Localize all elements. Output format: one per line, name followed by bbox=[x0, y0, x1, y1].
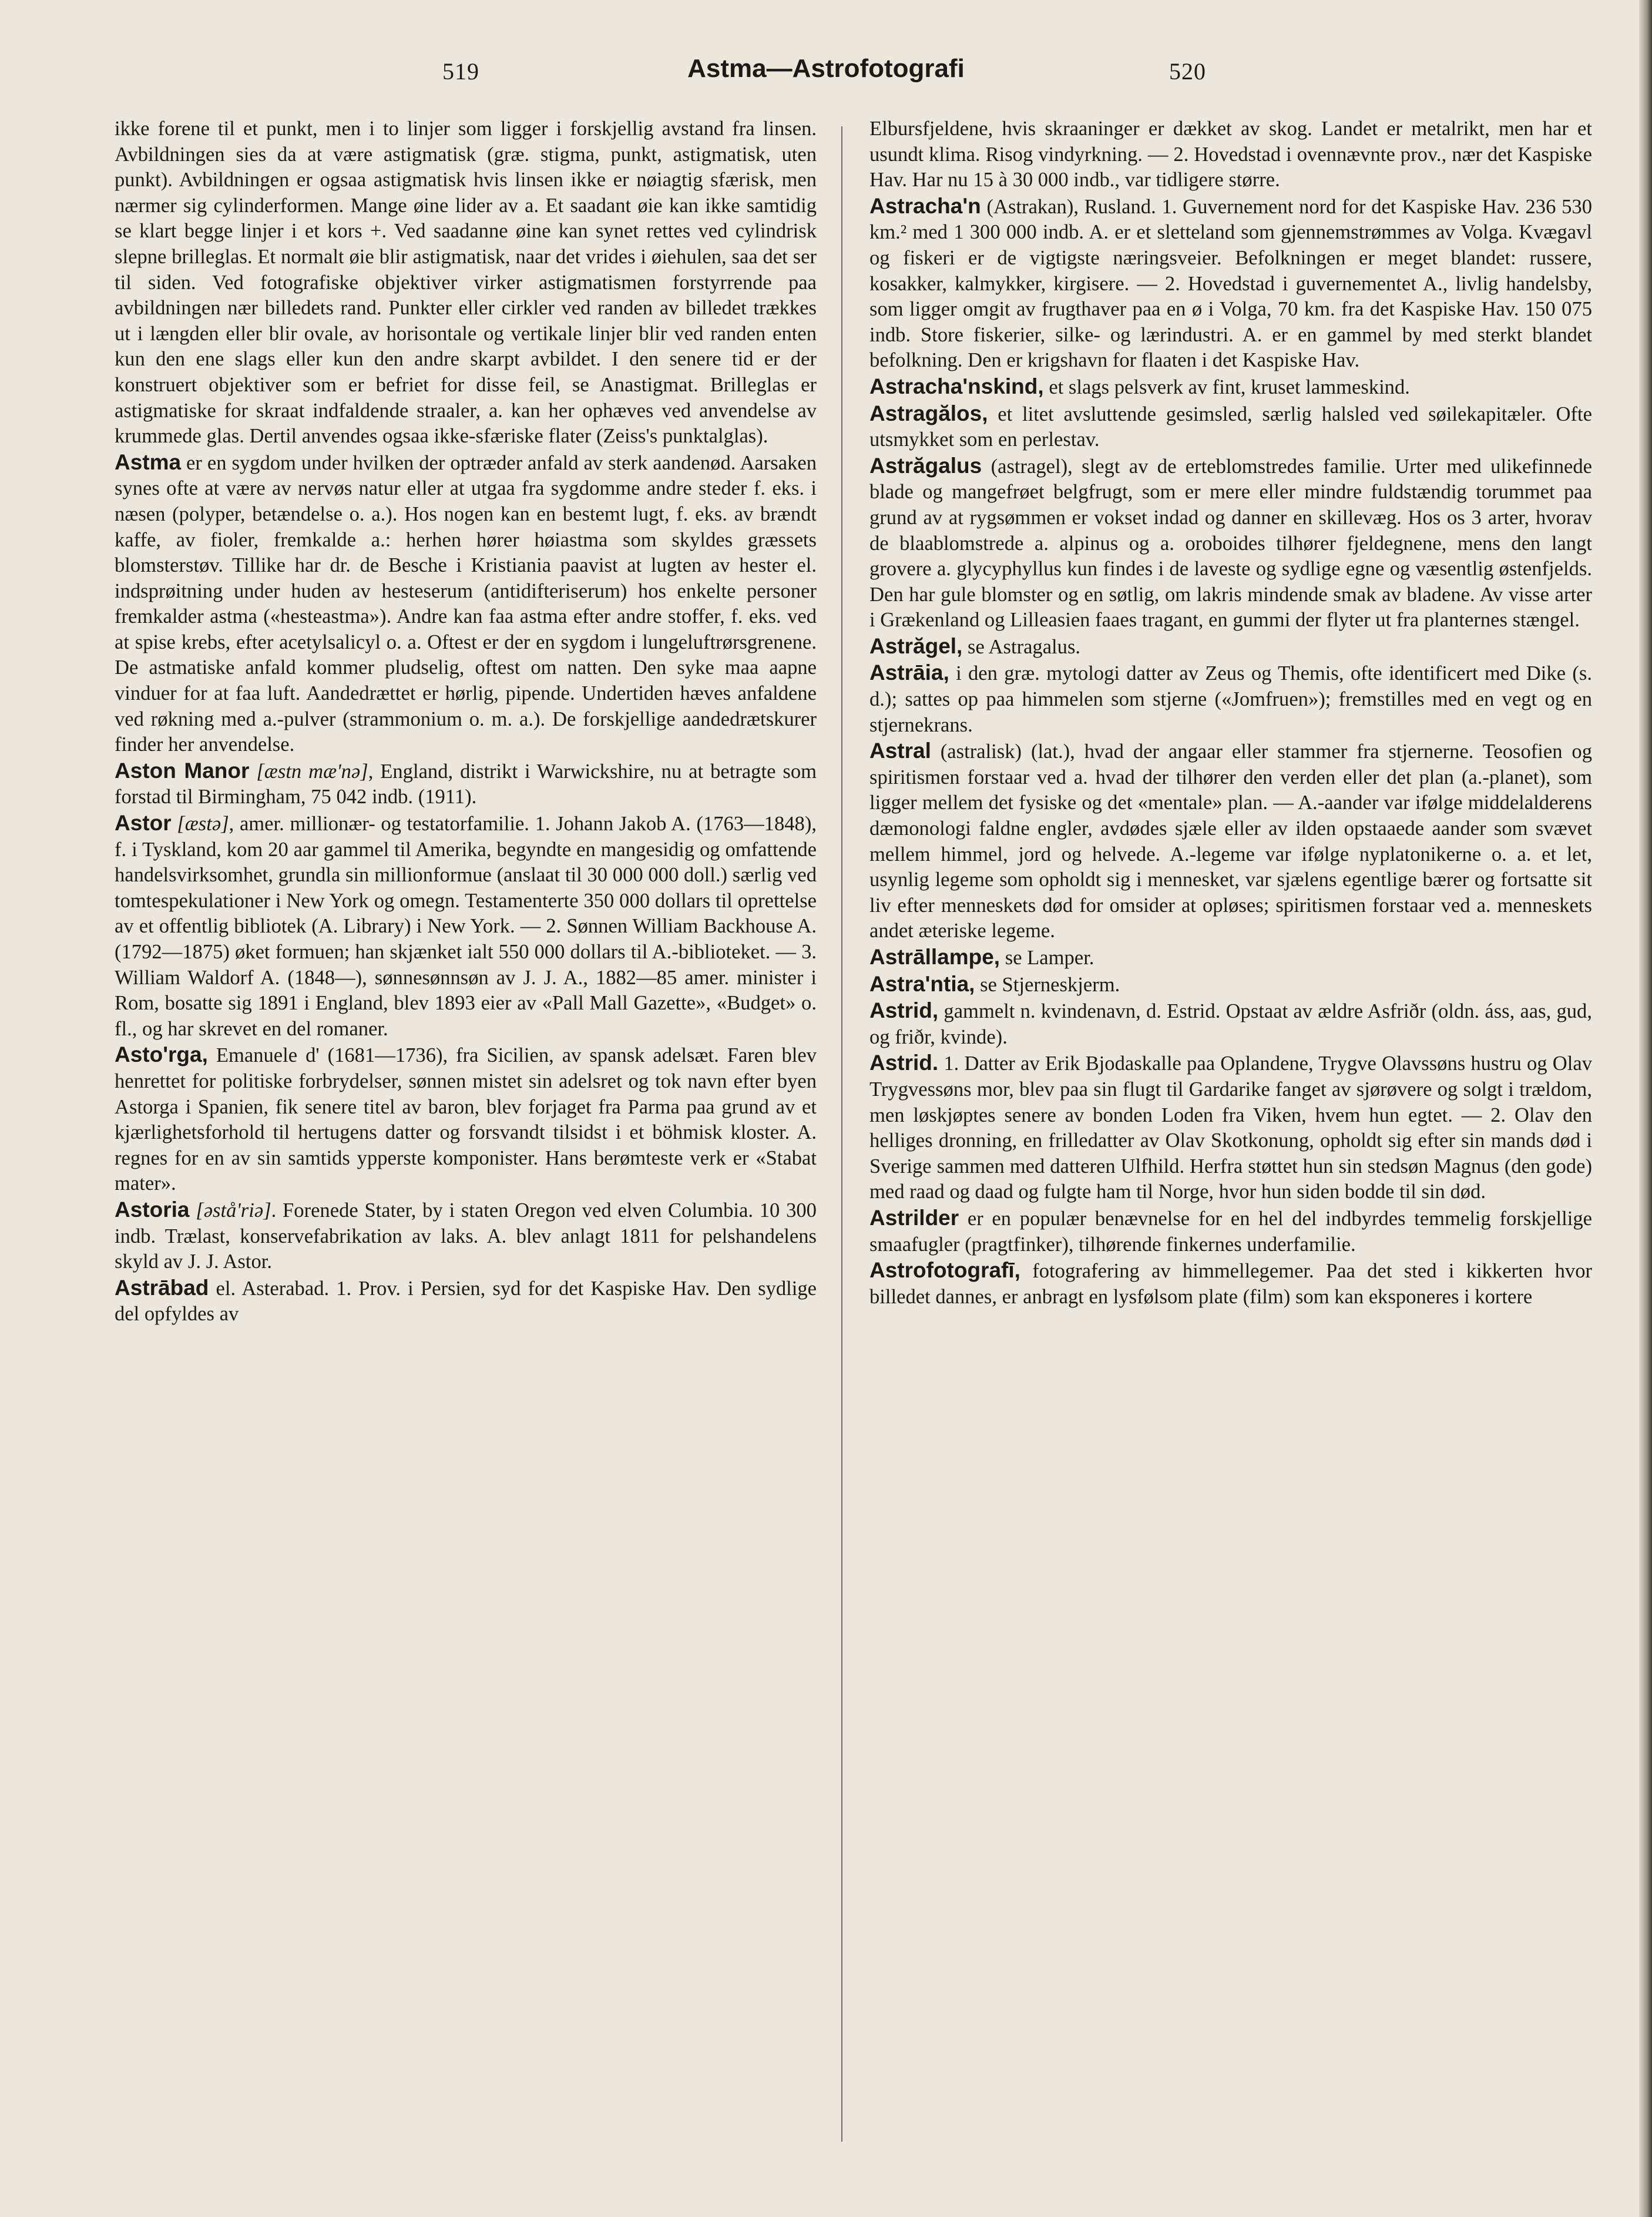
headword: Astral bbox=[869, 739, 931, 763]
entry-text: et litet avsluttende gesimsled, særlig halsled ved søilekapitæler. Ofte utsmykket som en perlestav. bbox=[869, 403, 1592, 451]
entry-text: (astragel), slegt av de erteblomstredes familie. Urter med ulikefinnede blade og mangefrøet belgfrugt, som er mere eller mindre fuldstændig torummet paa grund av at rygsømmen er vokset indad og danner en skillevæg. Hos os 3 arter, hvorav de blaablomstrede a. alpinus og a. oroboides tilhører fjeldegnene, mens den langt grovere a. glycyphyllus kun findes i de laveste og sydlige egne og væsentlig østenfjelds. Den har gule blomster og en søtlig, om lakris mindende smak av bladene. Av visse arter i Grækenland og Lilleasien faaes tragant, en gummi der flyter ut fra planternes stængel. bbox=[869, 455, 1592, 632]
headword: Astracha'nskind, bbox=[869, 374, 1044, 398]
entry-astragel bbox=[869, 633, 1592, 660]
headword: Astrid. bbox=[869, 1051, 939, 1075]
entry-astraia bbox=[869, 660, 1592, 738]
headword: Astra'ntia, bbox=[869, 971, 975, 996]
headword: Astoria bbox=[115, 1197, 190, 1222]
entry-astrantia bbox=[869, 971, 1592, 998]
headword: Astrāllampe, bbox=[869, 945, 1000, 969]
headword: Astrāia, bbox=[869, 660, 949, 685]
right-column bbox=[869, 116, 1592, 2173]
entry-astor bbox=[115, 810, 817, 1042]
entry-astrilder bbox=[869, 1205, 1592, 1257]
page-edge-shadow bbox=[1639, 0, 1652, 2217]
entry-astrachanskind bbox=[869, 374, 1592, 401]
entry-text: et slags pelsverk av fint, kruset lammeskind. bbox=[1043, 375, 1410, 398]
entry-text: , amer. millionær- og testatorfamilie. 1. Johann Jakob A. (1763—1848), f. i Tyskland, kom 20 aar gammel til Amerika, begyndte en mangesidig og omfattende handelsvirksomhet, grundla sin millionformue (anslaat til 30 000 000 doll.) særlig ved tomtespekulationer i New York og omegn. Testamenterte 350 000 dollars til oprettelse av et offentlig bibliotek (A. Library) i New York. — 2. Sønnen William Backhouse A. (1792—1875) øket formuen; han skjænket ialt 550 000 dollars til A.-biblioteket. — 3. William Waldorf A. (1848—), sønnesønnsøn av J. J. A., 1882—85 amer. minister i Rom, bosatte sig 1891 i England, blev 1893 eier av «Pall Mall Gazette», «Budget» o. fl., og har skrevet en del romaner. bbox=[115, 813, 817, 1040]
entry-text: el. Asterabad. 1. Prov. i Persien, syd for det Kaspiske Hav. Den sydlige del opfyldes av bbox=[115, 1277, 817, 1326]
entry-astragalus bbox=[869, 453, 1592, 633]
headword: Astrăgalus bbox=[869, 453, 982, 478]
headword: Asto'rga, bbox=[115, 1042, 208, 1067]
entry-astrofotografi bbox=[869, 1257, 1592, 1310]
page-number-left: 519 bbox=[442, 58, 479, 85]
headword: Astrăgel, bbox=[869, 633, 963, 658]
headword: Astor bbox=[115, 811, 172, 836]
pronunciation: [æstə] bbox=[171, 813, 229, 836]
entry-text: se Lamper. bbox=[1000, 947, 1094, 969]
headword: Astma bbox=[115, 450, 182, 474]
entry-text: se Astragalus. bbox=[962, 635, 1081, 658]
headword: Astrofotografī, bbox=[869, 1258, 1020, 1283]
continued-paragraph: Elbursfjeldene, hvis skraaninger er dækket av skog. Landet er metalrikt, men har et usundt klima. Risog vindyrkning. — 2. Hovedstad i ovennævnte prov., nær det Kaspiske Hav. Har nu 15 à 30 000 indb., var tidligere større. bbox=[869, 118, 1592, 192]
entry-astorga bbox=[115, 1042, 817, 1197]
entry-text: er en populær benævnelse for en hel del indbyrdes temmelig forskjellige smaafugler (pragtfinker), tilhørende finkernes underfamilie. bbox=[869, 1207, 1592, 1256]
entry-astrid-persons bbox=[869, 1050, 1592, 1205]
pronunciation: [əstå'riə] bbox=[189, 1199, 271, 1222]
entry-text: er en sygdom under hvilken der optræder anfald av sterk aandenød. Aarsaken synes ofte at være av nervøs natur eller at utgaa fra sygdomme andre steder f. eks. i næsen (polyper, betændelse o. a.). Hos nogen kan en bestemt lugt, f. eks. av brændt kaffe, av fioler, fremkalde a.: herhen hører høiastma som skyldes græssets blomsterstøv. Tillike har dr. de Besche i Kristiania paavist at lugten av hester el. indsprøitning under huden av hesteserum (antidifteriserum) hos enkelte personer fremkalder astma («hesteastma»). Andre kan faa astma efter andre stoffer, f. eks. ved at spise krebs, efter acetylsalicyl o. a. Oftest er der en sygdom i lungeluftrørsgrenene. De astmatiske anfald kommer pludselig, oftest om natten. Den syke maa aapne vinduer for at faa luft. Aandedrættet er hørlig, pipende. Undertiden hæves anfaldene ved røkning med a.-pulver (strammonium o. m. a.). De forskjellige aandedrætskurer finder her anvendelse. bbox=[115, 451, 817, 756]
continued-paragraph: ikke forene til et punkt, men i to linjer som ligger i forskjellig avstand fra linsen. Avbildningen sies da at være astigmatisk (græ. stigma, punkt, astigmatisk, uten punkt). Avbildningen er ogsaa astigmatisk hvis linsen ikke er nøiagtig sfærisk, men nærmer sig cylinderformen. Mange øine lider av a. Et saadant øie kan ikke samtidig se klart begge linjer i et kors +. Ved saadanne øine kan synet rettes ved cylindrisk slepne brilleglas. Et normalt øie blir astigmatisk, naar det vrides i øiehulen, saa det ser til siden. Ved fotografiske objektiver virker astigmatismen forstyrrende paa avbildningen nær billedets rand. Punkter eller cirkler ved randen av billedet trækkes ut i længden eller blir ovale, av horisontale og vertikale linjer blir ved randen enten kun den ene slags eller kun den andre skarpt avbildet. I den senere tid er der konstruert objektiver som er befriet for disse feil, se Anastigmat. Brilleglas er astigmatiske for skraat indfaldende straaler, a. kan her ophæves ved anvendelse av krummede glas. Dertil anvendes ogsaa ikke-sfæriske flater (Zeiss's punktalglas). bbox=[115, 118, 817, 448]
entry-text: 1. Datter av Erik Bjodaskalle paa Oplandene, Trygve Olavssøns hustru og Olav Trygvessøns mor, blev paa sin flugt til Gardarike fanget av sjørøvere og solgt i trældom, men løskjøptes senere av bonden Loden fra Viken, hvem hun egtet. — 2. Olav den helliges dronning, en frilledatter av Olav Skotkonung, opholdt sig efter sin mands død i Sverige sammen med datteren Ulfhild. Herfra støttet hun sin stedsøn Magnus (den gode) med raad og daad og fulgte ham til Norge, hvor hun siden bodde til sin død. bbox=[869, 1052, 1592, 1203]
running-header: Astma—Astrofotografi bbox=[687, 54, 965, 83]
headword: Astracha'n bbox=[869, 193, 981, 218]
entry-text: se Stjerneskjerm. bbox=[975, 973, 1120, 996]
entry-text: (astralisk) (lat.), hvad der angaar eller stammer fra stjernerne. Teosofien og spiritismen forstaar ved a. hvad der tilhører den verden eller det plan (a.-planet), som ligger mellem det fysiske og det «mentale» plan. — A.-aander var ifølge middelalderens dæmonologi faldne engler, avdødes sjæle eller av ilden opstaaede aander som svævet mellem himmel, jord og helvede. A.-legeme var ifølge nyplatonikerne o. a. et let, usynlig legeme som opholdt sig i mennesket, var sjælens egentlige bærer og fortsatte sit liv efter menneskets død for omsider at opløses; spiritismen forstaar ved a. menneskets andet æteriske legeme. bbox=[869, 740, 1592, 943]
headword: Astrilder bbox=[869, 1205, 959, 1230]
entry-text: , England, distrikt i Warwickshire, nu at betragte som forstad til Birmingham, 75 042 indb. (1911). bbox=[115, 760, 817, 809]
entry-text: gammelt n. kvindenavn, d. Estrid. Opstaat av ældre Asfriðr (oldn. áss, aas, gud, og friðr, kvinde). bbox=[869, 1000, 1592, 1048]
entry-astoria bbox=[115, 1197, 817, 1275]
entry-text: . Forenede Stater, by i staten Oregon ved elven Columbia. 10 300 indb. Trælast, konservefabrikation av laks. A. blev anlagt 1811 for pelshandelens skyld av J. J. Astor. bbox=[115, 1199, 817, 1273]
entry-astma bbox=[115, 450, 817, 758]
entry-text: fotografering av himmellegemer. Paa det sted i kikkerten hvor billedet dannes, er anbragt en lysfølsom plate (film) som kan eksponeres i kortere bbox=[869, 1260, 1592, 1308]
entry-astrabad bbox=[115, 1275, 817, 1327]
pronunciation: [æstn mæ'nə] bbox=[249, 760, 368, 783]
entry-astrid-name bbox=[869, 998, 1592, 1050]
entry-aston-manor bbox=[115, 758, 817, 810]
entry-text: i den græ. mytologi datter av Zeus og Themis, ofte identificert med Dike (s. d.); sattes op paa himmelen som stjerne («Jomfruen»); fremstilles med en vegt og en stjernekrans. bbox=[869, 662, 1592, 736]
left-column bbox=[115, 116, 817, 2173]
headword: Aston Manor bbox=[115, 758, 250, 783]
headword: Astragălos, bbox=[869, 401, 988, 425]
column-divider bbox=[841, 126, 842, 2142]
entry-text: Emanuele d' (1681—1736), fra Sicilien, av spansk adelsæt. Faren blev henrettet for politiske forbrydelser, sønnen mistet sin adelsret og tok navn efter byen Astorga i Spanien, fik senere titel av baron, blev forjaget fra Parma paa grund av et kjærlighetsforhold til hertugens datter og forsvandt tilsidst i et böhmisk kloster. A. regnes for en av sin samtids ypperste komponister. Hans berømteste verk er «Stabat mater». bbox=[115, 1044, 817, 1195]
page-number-right: 520 bbox=[1169, 58, 1206, 85]
entry-text: (Astrakan), Rusland. 1. Guvernement nord for det Kaspiske Hav. 236 530 km.² med 1 300 000 indb. A. er et sletteland som gjennemstrømmes av Volga. Kvægavl og fiskeri er de vigtigste næringsveier. Befolkningen er meget blandet: russere, kosakker, kalmykker, kirgisere. — 2. Hovedstad i guvernementet A., livlig handelsby, som ligger omgit av frugthaver paa en ø i Volga, 70 km. fra det Kaspiske Hav. 150 075 indb. Store fiskerier, silke- og lærindustri. A. er en gammel by med sterkt blandet befolkning. Den er krigshavn for flaaten i det Kaspiske Hav. bbox=[869, 195, 1592, 372]
headword: Astrid, bbox=[869, 998, 939, 1023]
headword: Astrābad bbox=[115, 1275, 209, 1300]
entry-astrachan bbox=[869, 193, 1592, 374]
entry-astragalos bbox=[869, 401, 1592, 453]
entry-astrallampe bbox=[869, 944, 1592, 971]
entry-astral bbox=[869, 738, 1592, 944]
